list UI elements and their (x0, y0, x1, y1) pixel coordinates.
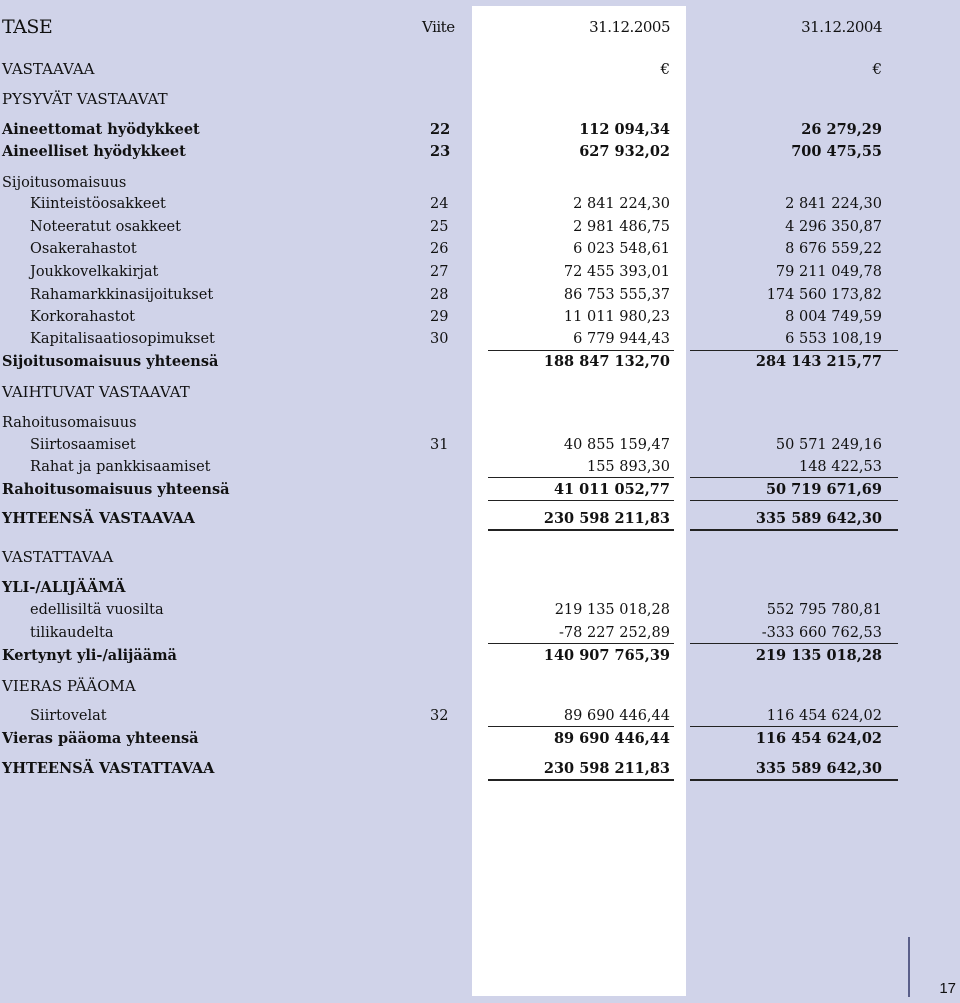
row-value-year2: 148 422,53 (798, 459, 882, 475)
row-value-year1: 89 690 446,44 (553, 730, 670, 747)
row-label: YHTEENSÄ VASTAAVAA (2, 510, 195, 527)
row-label: Osakerahastot (30, 241, 137, 257)
row-label: Rahamarkkinasijoitukset (30, 287, 214, 303)
fixed-assets-heading: PYSYVÄT VASTAAVAT (2, 90, 168, 108)
subtotal-rule (690, 643, 898, 644)
row-note: 28 (430, 287, 449, 303)
row-value-year2: 335 589 642,30 (755, 510, 882, 527)
table-row (0, 456, 960, 478)
row-note: 23 (430, 143, 451, 160)
row-value-year1: 89 690 446,44 (563, 708, 670, 724)
subtotal-rule (488, 477, 674, 478)
assets-heading-row (0, 58, 960, 80)
row-value-year1: 41 011 052,77 (553, 481, 670, 498)
row-value-year2: 335 589 642,30 (755, 760, 882, 777)
row-value-year1: 11 011 980,23 (563, 309, 670, 325)
row-value-year2: 219 135 018,28 (755, 647, 882, 664)
liabilities-heading: VASTATTAVAA (2, 548, 114, 566)
currency-year2: € (872, 60, 882, 78)
row-value-year2: 50 571 249,16 (775, 437, 882, 453)
year2-column-header: 31.12.2004 (801, 18, 882, 36)
row-value-year1: -78 227 252,89 (559, 625, 670, 641)
table-row (0, 599, 960, 621)
page-title: TASE (2, 16, 53, 38)
row-note: 27 (430, 264, 449, 280)
row-value-year1: 188 847 132,70 (543, 353, 670, 370)
row-value-year2: 8 004 749,59 (785, 309, 882, 325)
table-row (0, 238, 960, 260)
liabilities-heading-row (0, 546, 960, 568)
table-row (0, 479, 960, 501)
row-value-year2: 174 560 173,82 (766, 287, 882, 303)
row-value-year1: 2 841 224,30 (573, 196, 670, 212)
foreign-capital-heading: VIERAS PÄÄOMA (2, 677, 136, 695)
table-row (0, 306, 960, 328)
row-value-year1: 2 981 486,75 (573, 219, 670, 235)
current-assets-heading-row (0, 381, 960, 403)
table-row (0, 328, 960, 350)
table-row (0, 284, 960, 306)
financial-assets-heading-row (0, 412, 960, 434)
row-note: 26 (430, 241, 449, 257)
row-value-year2: 26 279,29 (801, 121, 882, 138)
table-row (0, 351, 960, 373)
row-value-year2: 284 143 215,77 (755, 353, 882, 370)
row-value-year1: 219 135 018,28 (554, 602, 670, 618)
row-note: 24 (430, 196, 449, 212)
grand-total-rule (690, 529, 898, 531)
row-label: Kiinteistöosakkeet (30, 196, 166, 212)
header-row (0, 16, 960, 38)
row-label: Noteeratut osakkeet (30, 219, 181, 235)
row-value-year2: 8 676 559,22 (785, 241, 882, 257)
row-value-year1: 86 753 555,37 (563, 287, 670, 303)
row-value-year2: 116 454 624,02 (766, 708, 882, 724)
subtotal-rule (690, 726, 898, 727)
table-row (0, 508, 960, 530)
row-value-year2: 79 211 049,78 (775, 264, 882, 280)
table-row (0, 758, 960, 780)
row-value-year1: 112 094,34 (579, 121, 670, 138)
currency-year1: € (660, 60, 670, 78)
surplus-heading-row (0, 577, 960, 599)
row-label: Sijoitusomaisuus yhteensä (2, 353, 219, 370)
grand-total-rule (488, 529, 674, 531)
row-value-year2: 50 719 671,69 (765, 481, 882, 498)
table-row (0, 141, 960, 163)
row-value-year1: 155 893,30 (586, 459, 670, 475)
row-value-year2: 552 795 780,81 (766, 602, 882, 618)
row-note: 25 (430, 219, 449, 235)
row-label: Joukkovelkakirjat (30, 264, 159, 280)
note-column-header: Viite (422, 18, 455, 36)
grand-total-rule (690, 779, 898, 781)
row-value-year2: 116 454 624,02 (755, 730, 882, 747)
row-label: edellisiltä vuosilta (30, 602, 164, 618)
row-value-year2: -333 660 762,53 (761, 625, 882, 641)
row-value-year1: 6 023 548,61 (573, 241, 670, 257)
row-label: Siirtosaamiset (30, 437, 136, 453)
current-assets-heading: VAIHTUVAT VASTAAVAT (2, 383, 190, 401)
row-label: Rahat ja pankkisaamiset (30, 459, 211, 475)
row-value-year1: 6 779 944,43 (573, 331, 670, 347)
row-note: 32 (430, 708, 449, 724)
total-rule (690, 500, 898, 501)
table-row (0, 434, 960, 456)
row-label: Siirtovelat (30, 708, 107, 724)
row-note: 30 (430, 331, 449, 347)
row-value-year1: 230 598 211,83 (543, 760, 670, 777)
table-row (0, 261, 960, 283)
row-label: Aineelliset hyödykkeet (2, 143, 186, 160)
financial-assets-heading: Rahoitusomaisuus (2, 415, 137, 431)
row-label: Korkorahastot (30, 309, 136, 325)
row-note: 22 (430, 121, 451, 138)
table-row (0, 728, 960, 750)
row-value-year1: 40 855 159,47 (563, 437, 670, 453)
table-row (0, 705, 960, 727)
row-value-year2: 2 841 224,30 (785, 196, 882, 212)
surplus-heading: YLI-/ALIJÄÄMÄ (2, 579, 126, 596)
row-value-year1: 627 932,02 (579, 143, 670, 160)
row-value-year2: 4 296 350,87 (785, 219, 882, 235)
row-label: Kertynyt yli-/alijäämä (2, 647, 177, 664)
page-number: 17 (939, 980, 956, 997)
row-label: tilikaudelta (30, 625, 114, 641)
table-row (0, 622, 960, 644)
page-number-divider (908, 937, 910, 997)
table-row (0, 645, 960, 667)
foreign-capital-heading-row (0, 675, 960, 697)
row-label: Aineettomat hyödykkeet (2, 121, 200, 138)
row-value-year1: 230 598 211,83 (543, 510, 670, 527)
row-value-year1: 140 907 765,39 (543, 647, 670, 664)
row-value-year1: 72 455 393,01 (563, 264, 670, 280)
subtotal-rule (488, 726, 674, 727)
subtotal-rule (690, 477, 898, 478)
table-row (0, 193, 960, 215)
row-label: Sijoitusomaisuus (2, 175, 127, 191)
row-label: YHTEENSÄ VASTATTAVAA (2, 760, 215, 777)
year1-column-header: 31.12.2005 (589, 18, 670, 36)
row-label: Rahoitusomaisuus yhteensä (2, 481, 230, 498)
row-label: Kapitalisaatiosopimukset (30, 331, 215, 347)
fixed-assets-heading-row (0, 88, 960, 110)
table-row (0, 216, 960, 238)
row-note: 29 (430, 309, 449, 325)
row-note: 31 (430, 437, 449, 453)
row-value-year2: 6 553 108,19 (785, 331, 882, 347)
row-label: Vieras pääoma yhteensä (2, 730, 199, 747)
total-rule (488, 500, 674, 501)
table-row (0, 119, 960, 141)
table-row (0, 172, 960, 194)
subtotal-rule (488, 643, 674, 644)
row-value-year2: 700 475,55 (791, 143, 882, 160)
grand-total-rule (488, 779, 674, 781)
assets-heading: VASTAAVAA (2, 60, 95, 78)
